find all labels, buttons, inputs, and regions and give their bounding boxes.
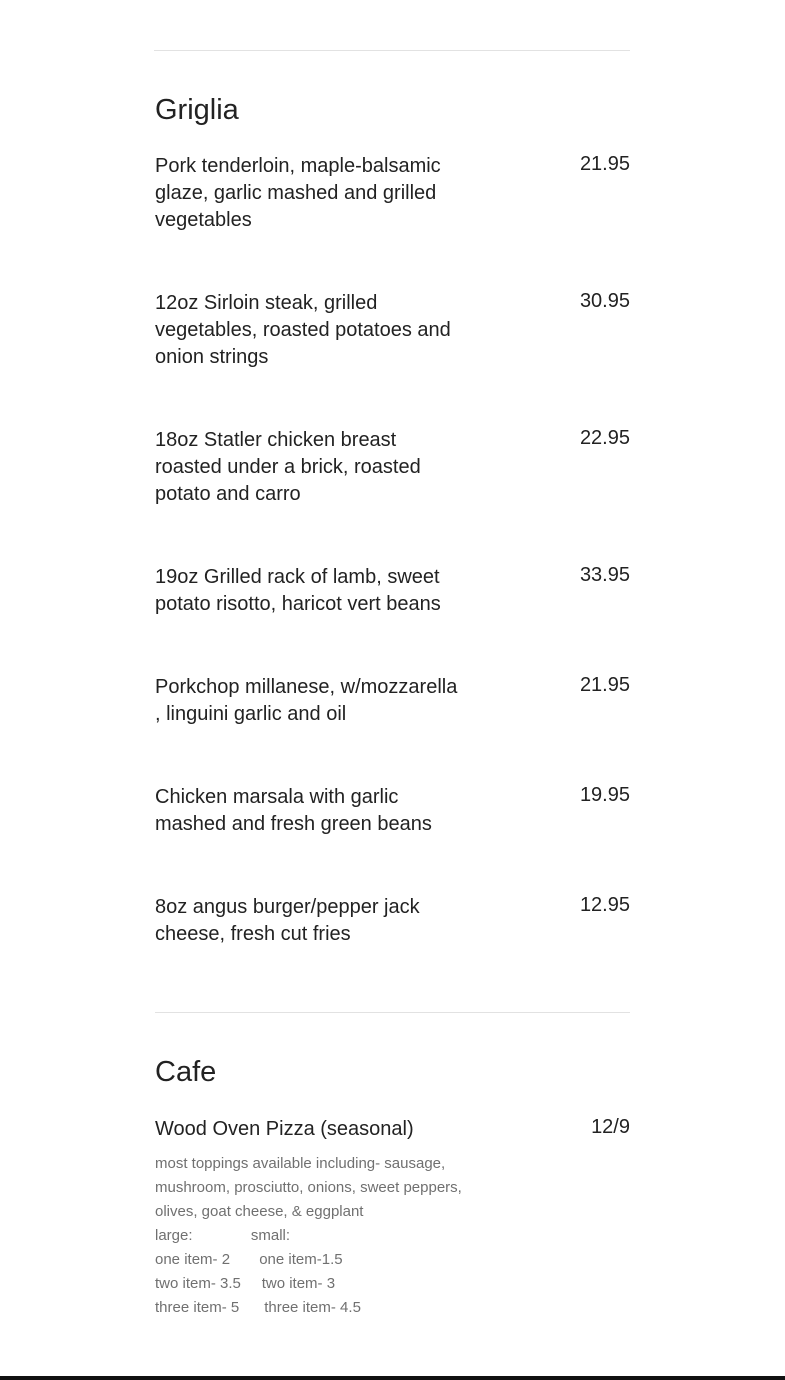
detail-line: one item- 2 one item-1.5 — [155, 1250, 343, 1268]
menu-item — [155, 153, 630, 234]
item-price: 22.95 — [579, 426, 630, 449]
detail-line: two item- 3.5 two item- 3 — [155, 1274, 336, 1292]
item-description: Pork tenderloin, maple-balsamic glaze, garlic mashed and grilled vegetables — [155, 154, 441, 231]
bottom-bar — [0, 1376, 785, 1380]
top-divider — [154, 50, 630, 51]
detail-line: olives, goat cheese, & eggplant — [155, 1202, 364, 1220]
item-price: 12.95 — [579, 893, 630, 916]
menu-item — [155, 290, 630, 371]
item-description: 18oz Statler chicken breast roasted under a brick, roasted potato and carro — [155, 428, 421, 505]
item-price: 30.95 — [579, 289, 630, 312]
menu-item — [155, 674, 630, 728]
cafe-items — [155, 1116, 630, 1320]
item-price: 21.95 — [579, 152, 630, 175]
menu-item — [155, 784, 630, 838]
detail-line: mushroom, prosciutto, onions, sweet peppers, — [155, 1178, 462, 1196]
menu-item — [155, 564, 630, 618]
item-details — [155, 1152, 485, 1320]
item-price: 19.95 — [579, 783, 630, 806]
item-description: 8oz angus burger/pepper jack cheese, fresh cut fries — [155, 895, 420, 945]
detail-line: most toppings available including- sausage, — [155, 1154, 446, 1172]
menu-item — [155, 1116, 630, 1320]
detail-line: large: small: — [155, 1226, 291, 1244]
menu-item — [155, 894, 630, 948]
item-description: Porkchop millanese, w/mozzarella , linguini garlic and oil — [155, 675, 458, 725]
item-description — [155, 1116, 485, 1320]
detail-line: three item- 5 three item- 4.5 — [155, 1298, 361, 1316]
item-price: 33.95 — [579, 563, 630, 586]
item-description: 12oz Sirloin steak, grilled vegetables, roasted potatoes and onion strings — [155, 291, 451, 368]
section-divider — [155, 1012, 630, 1013]
item-name: Wood Oven Pizza (seasonal) — [155, 1117, 414, 1140]
griglia-items — [155, 153, 630, 948]
section-title-griglia: Griglia — [155, 94, 239, 126]
section-title-cafe: Cafe — [155, 1055, 217, 1088]
item-description: Chicken marsala with garlic mashed and fresh green beans — [155, 785, 432, 835]
item-description: 19oz Grilled rack of lamb, sweet potato risotto, haricot vert beans — [155, 565, 441, 615]
menu-item — [155, 427, 630, 508]
menu-content — [155, 0, 630, 1320]
item-price: 21.95 — [579, 673, 630, 696]
item-price: 12/9 — [591, 1115, 630, 1138]
